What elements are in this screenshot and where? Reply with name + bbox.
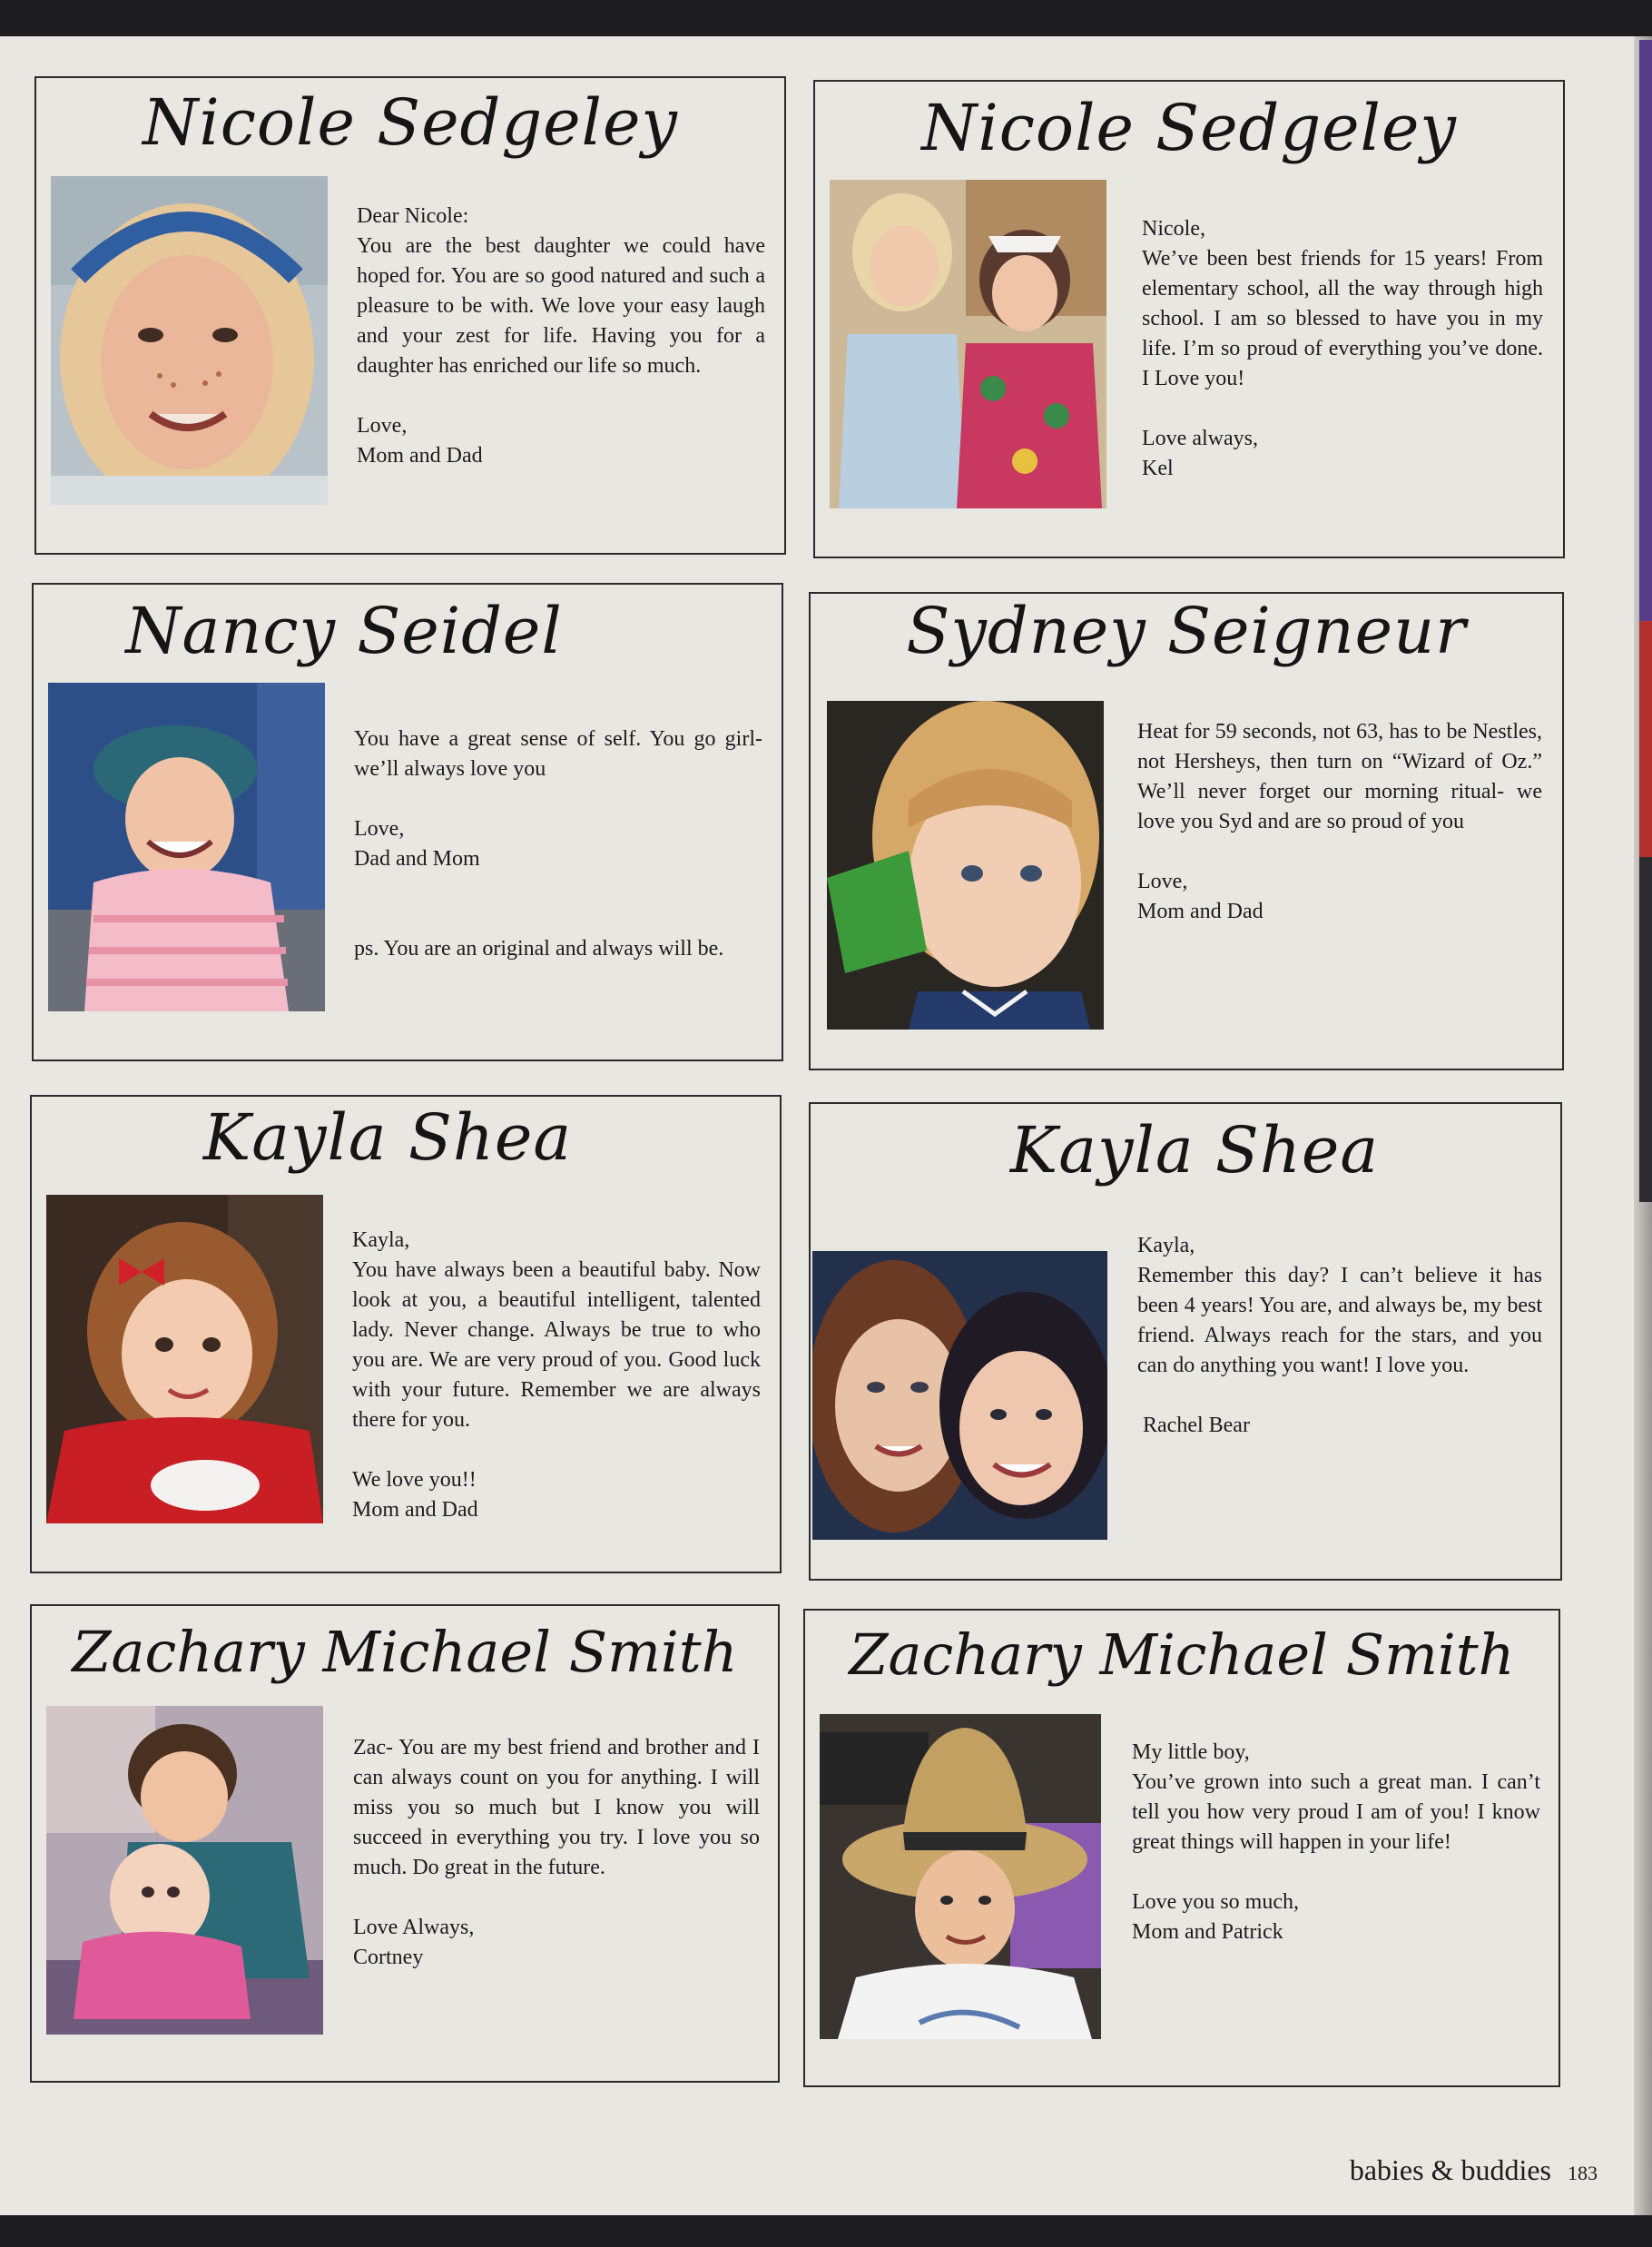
message-line: You’ve grown into such a great man. I can’t tell you how very proud I am of you! I know great things will happen in your life! [1132, 1770, 1540, 1854]
message-line: Mom and Patrick [1132, 1920, 1283, 1944]
entry-name: Nicole Sedgeley [143, 85, 678, 160]
photo-toddler-green-cup [827, 701, 1104, 1030]
message-line: You have always been a beautiful baby. Now look at you, a beautiful intelligent, talented lady. Never change. Always be true to who you are. We are very proud of you. Good luck with your future. Remember we are always there for you. [352, 1258, 761, 1432]
scan-edge-top [0, 0, 1652, 36]
message-line: Nicole, [1142, 217, 1205, 241]
message-line: Dad and Mom [354, 847, 480, 871]
entry-kayla-shea-friend [809, 1102, 1562, 1581]
entry-photo [48, 683, 325, 1011]
page-footer [1216, 2153, 1598, 2187]
photo-toddler-blue-hat [48, 683, 325, 1011]
entry-message [1132, 1738, 1540, 1947]
yearbook-page [0, 36, 1634, 2215]
entry-zachary-smith-mom [803, 1609, 1560, 2087]
blank-line [354, 784, 762, 814]
edge-color-strip-dark [1639, 857, 1652, 1202]
message-line: Mom and Dad [357, 444, 483, 468]
message-line: Kayla, [352, 1228, 410, 1252]
blank-line [357, 381, 765, 411]
entry-message [354, 724, 762, 964]
message-line: Love Always, [353, 1916, 475, 1939]
entry-name: Nancy Seidel [125, 594, 563, 668]
photo-two-friends [812, 1251, 1107, 1540]
entry-name: Kayla Shea [1009, 1113, 1380, 1188]
edge-color-strip-purple [1639, 40, 1652, 621]
blank-line [353, 1883, 760, 1913]
entry-photo [820, 1714, 1101, 2039]
message-line: Kayla, [1137, 1234, 1195, 1257]
blank-line [1137, 1381, 1542, 1411]
entry-name: Zachary Michael Smith [72, 1619, 738, 1685]
scan-edge-bottom [0, 2215, 1652, 2247]
entry-message [1137, 717, 1542, 927]
message-line: ps. You are an original and always will be. [354, 937, 724, 961]
message-line: We love you!! [352, 1468, 477, 1492]
photo-boy-cowboy-hat [820, 1714, 1101, 2039]
message-line: You have a great sense of self. You go girl- we’ll always love you [354, 727, 762, 781]
photo-boy-and-baby [46, 1706, 323, 2035]
message-line: Heat for 59 seconds, not 63, has to be Nestles, not Hersheys, then turn on “Wizard of Oz.” We’ll never forget our morning ritual- we love you Syd and are so proud of you [1137, 720, 1542, 833]
entry-nicole-sedgeley-parents [34, 76, 786, 555]
entry-photo [830, 180, 1106, 508]
message-line: Love, [357, 414, 408, 438]
message-line: Love, [1137, 870, 1188, 893]
message-line: You are the best daughter we could have hoped for. You are so good natured and such a pleasure to be with. We love your easy laugh and your zest for life. Having you for a daughter has enriched our life so much. [357, 234, 765, 378]
entry-photo [812, 1251, 1107, 1540]
message-line: We’ve been best friends for 15 years! From elementary school, all the way through high school. I am so blessed to have you in my life. I’m so proud of everything you’ve done. I Love you! [1142, 247, 1543, 390]
entry-message [1137, 1231, 1542, 1441]
edge-color-strip-red [1639, 621, 1652, 857]
entry-message [1142, 214, 1543, 484]
entry-nancy-seidel [32, 583, 783, 1061]
entry-name: Sydney Seigneur [906, 594, 1467, 668]
message-line: Kel [1142, 457, 1174, 480]
entry-name: Nicole Sedgeley [921, 91, 1457, 165]
blank-line [1137, 837, 1542, 867]
message-line: Love you so much, [1132, 1890, 1299, 1914]
entry-zachary-smith-sister [30, 1604, 780, 2083]
page-number: 183 [1568, 2162, 1598, 2184]
message-line: My little boy, [1132, 1740, 1250, 1764]
entry-message [357, 202, 765, 471]
entry-name: Kayla Shea [202, 1100, 573, 1175]
message-line: Zac- You are my best friend and brother and I can always count on you for anything. I will miss you so much but I know you will succeed in everything you try. I love you so much. Do great in the future. [353, 1736, 760, 1879]
section-label: babies & buddies [1349, 2153, 1551, 2186]
message-line: Cortney [353, 1946, 424, 1969]
entry-name: Zachary Michael Smith [849, 1621, 1515, 1688]
entry-message [353, 1733, 760, 1973]
photo-curly-toddler [46, 1195, 323, 1523]
photo-freckled-girl [51, 176, 328, 505]
photo-two-girls [830, 180, 1106, 508]
message-line: Dear Nicole: [357, 204, 469, 228]
message-line: Rachel Bear [1143, 1414, 1250, 1437]
blank-line [352, 1435, 761, 1465]
entry-nicole-sedgeley-friend [813, 80, 1565, 558]
entry-photo [827, 701, 1104, 1030]
entry-kayla-shea-parents [30, 1095, 782, 1573]
message-line: Remember this day? I can’t believe it has been 4 years! You are, and always be, my best friend. Always reach for the stars, and you can do anything you want! I love you. [1137, 1264, 1542, 1377]
message-line: Mom and Dad [352, 1498, 478, 1522]
entry-photo [46, 1706, 323, 2035]
message-line: Mom and Dad [1137, 900, 1264, 923]
blank-line [1132, 1858, 1540, 1887]
blank-line [1142, 394, 1543, 424]
entry-sydney-seigneur [809, 592, 1564, 1070]
message-line: Love always, [1142, 427, 1258, 450]
blank-line [354, 874, 762, 934]
entry-photo [46, 1195, 323, 1523]
message-line: Love, [354, 817, 405, 841]
entry-message [352, 1226, 761, 1525]
entry-photo [51, 176, 328, 505]
